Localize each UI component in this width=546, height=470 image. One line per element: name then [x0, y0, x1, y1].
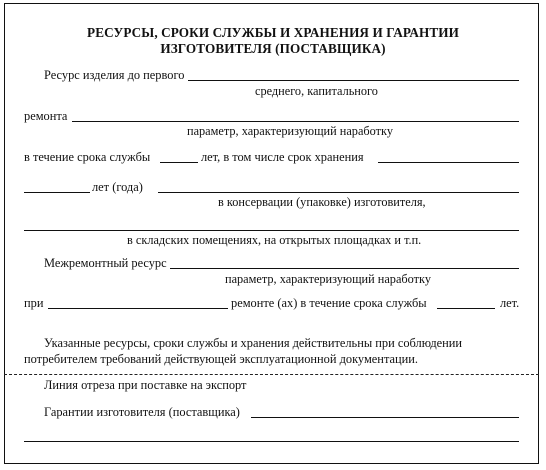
storage-place-field[interactable]: [24, 230, 519, 231]
overhaul-resource-field[interactable]: [170, 268, 519, 269]
storage-place-caption: в складских помещениях, на открытых площадках и т.п.: [127, 233, 422, 247]
conservation-field[interactable]: [158, 192, 519, 193]
repair-label: ремонта: [24, 109, 68, 123]
guarantee-extra-field[interactable]: [24, 441, 519, 442]
repair-type-caption: среднего, капитального: [255, 84, 378, 98]
cut-line-label: Линия отреза при поставке на экспорт: [44, 378, 247, 392]
years-label: лет (года): [92, 180, 143, 194]
conservation-caption: в консервации (упаковке) изготовителя,: [218, 195, 426, 209]
repair-service-life-label: ремонте (ах) в течение срока службы: [231, 296, 427, 310]
guarantee-label: Гарантии изготовителя (поставщика): [44, 405, 240, 419]
resource-before-first-field[interactable]: [188, 80, 519, 81]
cut-line: [4, 374, 539, 375]
validity-note-line-1: Указанные ресурсы, сроки службы и хранения действительны при соблюдении: [44, 336, 463, 350]
validity-note-line-2: потребителем требований действующей эксплуатационной документации.: [24, 352, 418, 366]
resource-before-first-label: Ресурс изделия до первого: [44, 68, 185, 82]
storage-period-label: лет, в том числе срок хранения: [201, 150, 364, 164]
service-life-label: в течение срока службы: [24, 150, 151, 164]
service-life-years-field[interactable]: [160, 162, 198, 163]
form-title-line-2: ИЗГОТОВИТЕЛЯ (ПОСТАВЩИКА): [160, 41, 386, 56]
storage-period-field[interactable]: [378, 162, 519, 163]
form-title-line-1: РЕСУРСЫ, СРОКИ СЛУЖБЫ И ХРАНЕНИЯ И ГАРАНТИИ: [87, 25, 459, 40]
operating-parameter-caption: параметр, характеризующий наработку: [187, 124, 393, 138]
at-label: при: [24, 296, 44, 310]
repair-parameter-field[interactable]: [72, 121, 519, 122]
repair-kind-field[interactable]: [48, 308, 228, 309]
guarantee-field[interactable]: [251, 417, 519, 418]
overhaul-resource-label: Межремонтный ресурс: [44, 256, 167, 270]
years-field[interactable]: [24, 192, 90, 193]
overhaul-parameter-caption: параметр, характеризующий наработку: [225, 272, 431, 286]
years-suffix-label: лет.: [500, 296, 520, 310]
repair-service-years-field[interactable]: [437, 308, 495, 309]
